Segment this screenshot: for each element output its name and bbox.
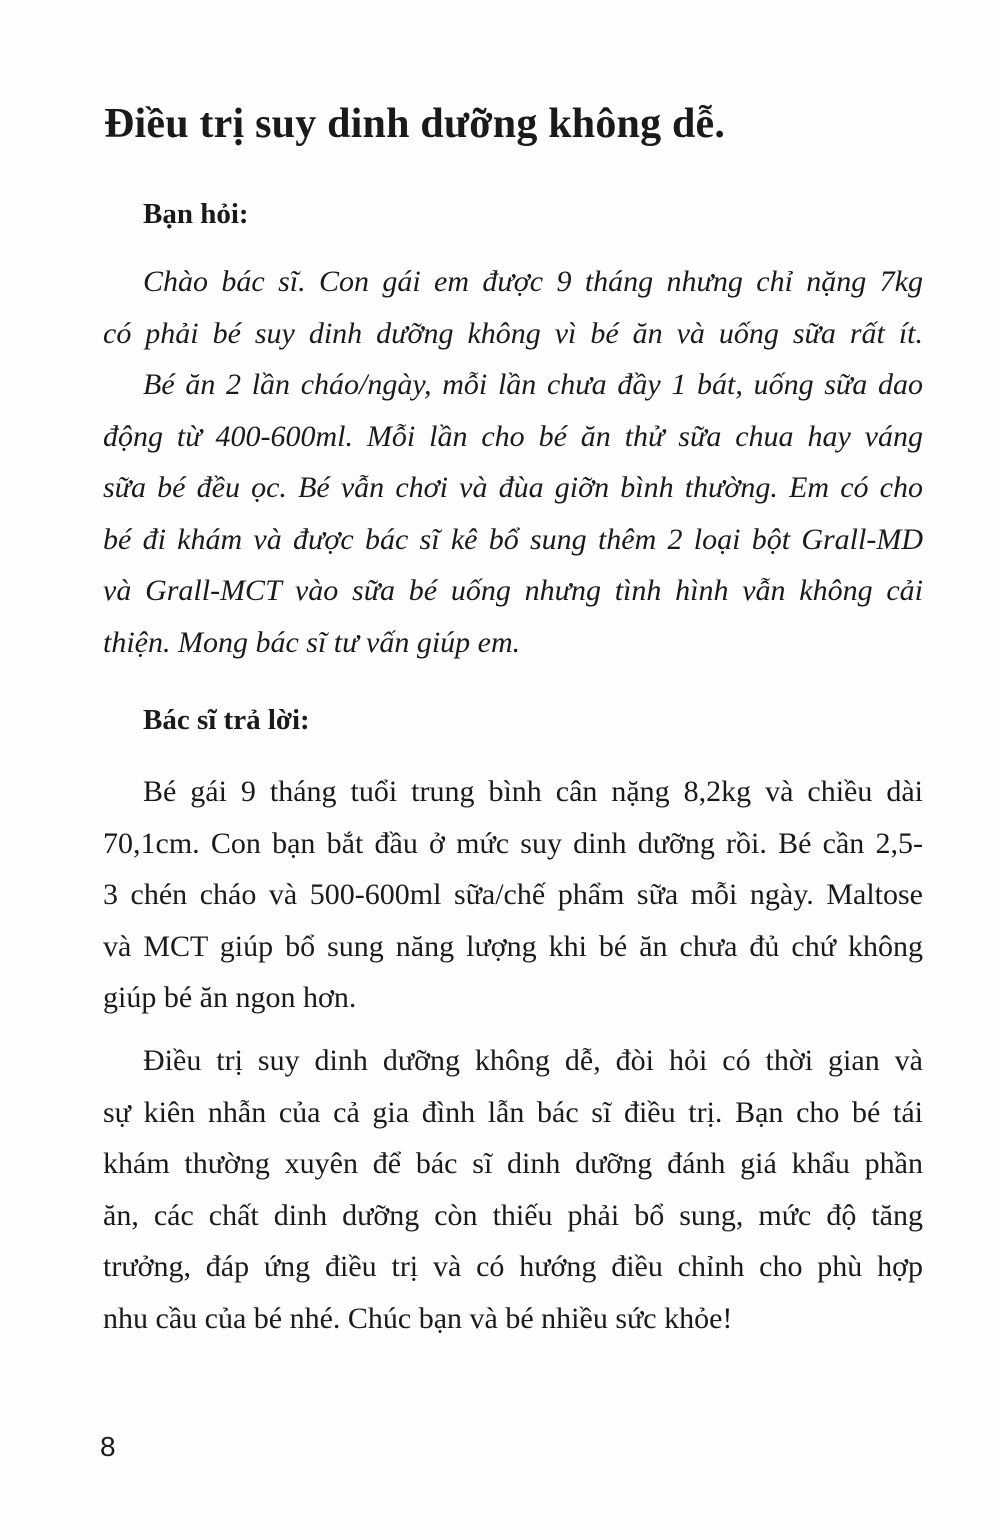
answer-line: 3 chén cháo và 500-600ml sữa/chế phẩm sữa mỗi ngày. Maltose — [103, 878, 923, 911]
answer-line: 70,1cm. Con bạn bắt đầu ở mức suy dinh dưỡng rồi. Bé cần 2,5- — [103, 826, 923, 860]
question-line: sữa bé đều ọc. Bé vẫn chơi và đùa giỡn bình thường. Em có cho — [103, 471, 923, 504]
question-line: thiện. Mong bác sĩ tư vấn giúp em. — [103, 625, 521, 659]
answer-paragraph-2 — [103, 1035, 923, 1344]
page-title: Điều trị suy dinh dưỡng không dễ. — [104, 101, 726, 147]
page-number: 8 — [100, 1431, 116, 1462]
answer-line: Bé gái 9 tháng tuổi trung bình cân nặng 8,2kg và chiều dài — [143, 775, 923, 808]
answer-line: và MCT giúp bổ sung năng lượng khi bé ăn chưa đủ chứ không — [103, 929, 923, 963]
answer-line: Điều trị suy dinh dưỡng không dễ, đòi hỏi có thời gian và — [143, 1044, 923, 1077]
answer-line: ăn, các chất dinh dưỡng còn thiếu phải bổ sung, mức độ tăng — [103, 1198, 923, 1232]
answer-line: khám thường xuyên để bác sĩ dinh dưỡng đánh giá khẩu phần — [103, 1147, 923, 1180]
question-line: và Grall-MCT vào sữa bé uống nhưng tình hình vẫn không cải — [103, 574, 923, 607]
answer-line: sự kiên nhẫn của cả gia đình lẫn bác sĩ điều trị. Bạn cho bé tái — [103, 1095, 923, 1129]
question-line: Chào bác sĩ. Con gái em được 9 tháng nhưng chỉ nặng 7kg — [143, 265, 923, 298]
question-line: có phải bé suy dinh dưỡng không vì bé ăn và uống sữa rất ít. — [103, 316, 923, 350]
question-paragraph — [103, 256, 923, 668]
question-line: bé đi khám và được bác sĩ kê bổ sung thêm 2 loại bột Grall-MD — [103, 522, 923, 556]
answer-heading: Bác sĩ trả lời: — [143, 704, 310, 736]
answer-line: trưởng, đáp ứng điều trị và có hướng điều chỉnh cho phù hợp — [103, 1250, 923, 1283]
answer-paragraph-1 — [103, 766, 923, 1024]
question-heading: Bạn hỏi: — [143, 198, 249, 230]
answer-line: nhu cầu của bé nhé. Chúc bạn và bé nhiều sức khỏe! — [103, 1301, 733, 1335]
answer-line: giúp bé ăn ngon hơn. — [103, 981, 357, 1014]
question-line: động từ 400-600ml. Mỗi lần cho bé ăn thử sữa chua hay váng — [103, 419, 923, 453]
question-line: Bé ăn 2 lần cháo/ngày, mỗi lần chưa đầy 1 bát, uống sữa dao — [143, 368, 923, 401]
